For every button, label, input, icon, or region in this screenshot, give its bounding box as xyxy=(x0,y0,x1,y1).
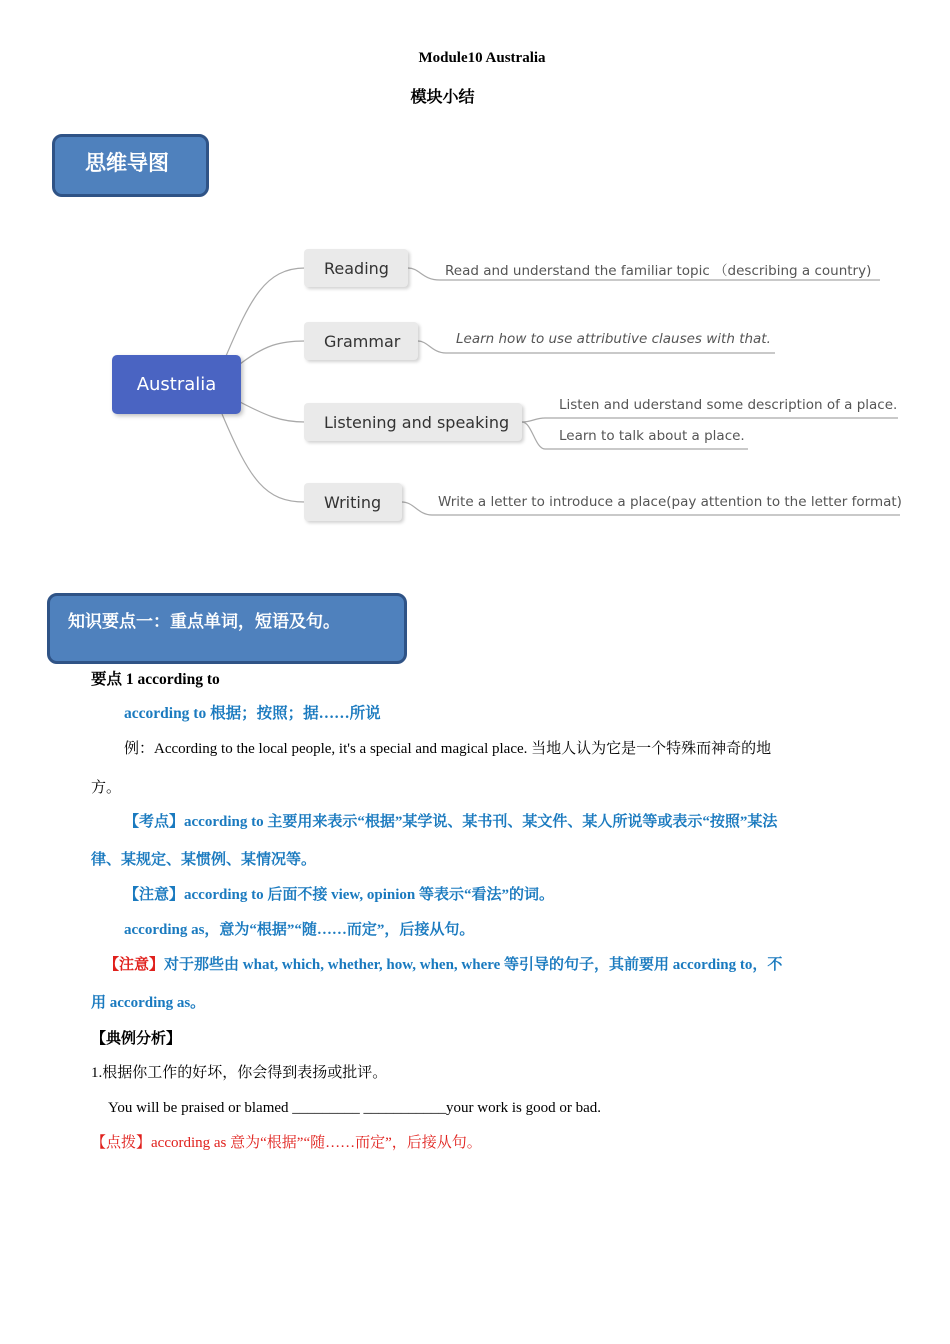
question-1-cn: 1.根据你工作的好坏，你会得到表扬或批评。 xyxy=(91,1065,388,1081)
example-line-1: 例：According to the local people, it's a special and magical place. 当地人认为它是一个特殊而神奇的地 xyxy=(124,741,772,757)
module-title: Module10 Australia xyxy=(418,50,546,66)
section-knowledge-label: 知识要点一：重点单词，短语及句。 xyxy=(68,612,340,632)
section-knowledge-header xyxy=(47,593,407,664)
note-3-line-2: 用 according as。 xyxy=(91,995,206,1011)
mindmap-leaf-grammar: Learn how to use attributive clauses with that. xyxy=(456,331,771,347)
point1-heading-cn: 要点 xyxy=(91,670,123,688)
note-2: according as，意为“根据”“随……而定”，后接从句。 xyxy=(124,922,475,938)
section-mindmap-label: 思维导图 xyxy=(85,151,169,175)
mindmap-branch-reading: Reading xyxy=(304,249,408,287)
example-analysis-heading: 【典例分析】 xyxy=(91,1029,182,1047)
mindmap-leaf-listening-1: Listen and uderstand some description of a place. xyxy=(559,397,898,413)
point1-heading-en: 1 according to xyxy=(122,671,220,688)
mindmap-branch-grammar: Grammar xyxy=(304,322,418,360)
example-line-2: 方。 xyxy=(91,778,122,796)
meaning-line: according to 根据；按照；据……所说 xyxy=(124,705,381,722)
mindmap-branch-listening-speaking: Listening and speaking xyxy=(304,403,522,441)
question-1-en: You will be praised or blamed _________ ___________your work is good or bad. xyxy=(108,1100,602,1116)
kaodian-line-2: 律、某规定、某惯例、某情况等。 xyxy=(91,852,317,868)
hint-line: 【点拨】according as 意为“根据”“随……而定”，后接从句。 xyxy=(91,1135,482,1151)
mindmap-root-node: Australia xyxy=(112,355,241,414)
module-subtitle: 模块小结 xyxy=(410,87,475,106)
note-3-label: 【注意】 xyxy=(104,957,165,973)
note-3-text: 对于那些由 what, which, whether, how, when, where 等引导的句子，其前要用 according to，不 xyxy=(164,957,783,973)
kaodian-line-1: 【考点】according to 主要用来表示“根据”某学说、某书刊、某文件、某人所说等或表示“按照”某法 xyxy=(124,814,778,830)
point1-heading xyxy=(91,669,220,690)
note-3-line-1 xyxy=(104,955,782,975)
mindmap-branch-writing: Writing xyxy=(304,483,402,521)
mindmap-connectors xyxy=(0,0,950,560)
mindmap-leaf-listening-2: Learn to talk about a place. xyxy=(559,428,745,444)
mindmap-leaf-writing: Write a letter to introduce a place(pay attention to the letter format) xyxy=(438,494,902,510)
note-1: 【注意】according to 后面不接 view, opinion 等表示“看法”的词。 xyxy=(124,887,555,903)
mindmap-leaf-reading: Read and understand the familiar topic （describing a country) xyxy=(445,263,872,279)
